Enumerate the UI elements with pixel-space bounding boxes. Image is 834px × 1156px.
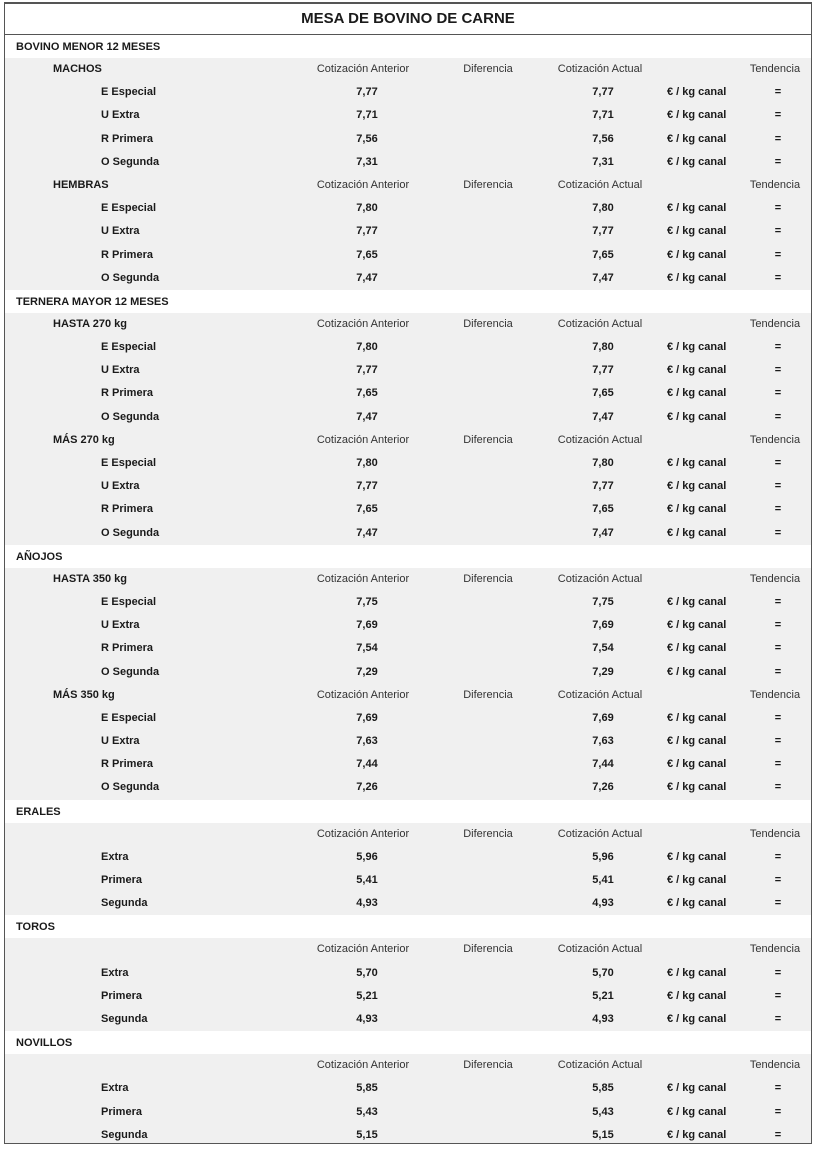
- trend-indicator: =: [774, 225, 782, 238]
- trend-indicator: =: [774, 850, 782, 863]
- column-header-anterior: Cotización Anterior: [316, 178, 410, 191]
- price-unit: € / kg canal: [667, 711, 727, 724]
- column-header-anterior: Cotización Anterior: [316, 317, 410, 330]
- price-actual: 7,77: [592, 364, 614, 377]
- price-unit: € / kg canal: [667, 850, 727, 863]
- price-actual: 7,29: [592, 665, 614, 678]
- grade-label: R Primera: [101, 503, 153, 516]
- table-row: [5, 267, 811, 290]
- grade-label: Primera: [101, 989, 142, 1002]
- column-header-anterior: Cotización Anterior: [316, 63, 410, 75]
- column-header-tendencia: Tendencia: [749, 688, 801, 701]
- trend-indicator: =: [774, 897, 782, 910]
- column-header-actual: Cotización Actual: [557, 317, 643, 330]
- price-anterior: 7,80: [356, 457, 378, 469]
- grade-label: U Extra: [101, 735, 140, 748]
- price-unit: € / kg canal: [667, 480, 727, 493]
- price-unit: € / kg canal: [667, 132, 727, 145]
- price-actual: 5,70: [592, 966, 614, 979]
- table-row: [5, 846, 811, 869]
- grade-label: E Especial: [101, 202, 157, 215]
- column-header-diferencia: Diferencia: [463, 178, 513, 191]
- price-anterior: 7,75: [356, 595, 378, 608]
- grade-label: Primera: [101, 874, 142, 886]
- grade-label: U Extra: [101, 109, 140, 122]
- table-row: [5, 591, 811, 614]
- price-actual: 4,93: [592, 897, 614, 910]
- price-unit: € / kg canal: [667, 503, 727, 516]
- trend-indicator: =: [774, 410, 782, 423]
- group-name: HASTA 350 kg: [53, 572, 127, 585]
- column-header-tendencia: Tendencia: [749, 317, 801, 330]
- trend-indicator: =: [774, 387, 782, 400]
- column-header-actual: Cotización Actual: [557, 433, 643, 446]
- table-row: [5, 244, 811, 267]
- column-header-tendencia: Tendencia: [749, 433, 801, 446]
- price-unit: € / kg canal: [667, 225, 727, 238]
- group-header-row: [5, 684, 811, 707]
- table-row: [5, 614, 811, 637]
- price-anterior: 7,69: [356, 619, 378, 632]
- price-unit: € / kg canal: [667, 109, 727, 122]
- trend-indicator: =: [774, 364, 782, 377]
- grade-label: U Extra: [101, 619, 140, 632]
- price-anterior: 7,65: [356, 387, 378, 400]
- price-anterior: 7,77: [356, 364, 378, 377]
- table-row: [5, 869, 811, 892]
- price-table: [4, 2, 812, 1144]
- group-name: MÁS 270 kg: [53, 433, 115, 446]
- group-header-row: [5, 568, 811, 591]
- column-header-tendencia: Tendencia: [749, 943, 801, 956]
- table-row: [5, 452, 811, 475]
- group-name: MACHOS: [53, 63, 102, 75]
- trend-indicator: =: [774, 109, 782, 122]
- price-anterior: 7,54: [356, 642, 378, 655]
- price-anterior: 4,93: [356, 897, 378, 910]
- price-anterior: 7,26: [356, 781, 378, 794]
- table-row: [5, 661, 811, 684]
- column-header-anterior: Cotización Anterior: [316, 943, 410, 956]
- column-header-diferencia: Diferencia: [463, 827, 513, 840]
- trend-indicator: =: [774, 132, 782, 145]
- trend-indicator: =: [774, 86, 782, 99]
- price-actual: 7,54: [592, 642, 614, 655]
- table-row: [5, 104, 811, 127]
- trend-indicator: =: [774, 1012, 782, 1025]
- grade-label: Extra: [101, 850, 129, 863]
- group-header-row: [5, 938, 811, 961]
- section-title: BOVINO MENOR 12 MESES: [5, 35, 811, 58]
- price-unit: € / kg canal: [667, 758, 727, 771]
- trend-indicator: =: [774, 480, 782, 493]
- table-row: [5, 637, 811, 660]
- column-header-diferencia: Diferencia: [463, 572, 513, 585]
- price-actual: 7,77: [592, 225, 614, 238]
- price-actual: 7,56: [592, 132, 614, 145]
- trend-indicator: =: [774, 1082, 782, 1095]
- trend-indicator: =: [774, 526, 782, 539]
- grade-label: R Primera: [101, 642, 153, 655]
- trend-indicator: =: [774, 642, 782, 655]
- section-title: TERNERA MAYOR 12 MESES: [5, 290, 811, 313]
- price-actual: 7,69: [592, 711, 614, 724]
- price-unit: € / kg canal: [667, 642, 727, 655]
- price-actual: 5,85: [592, 1082, 614, 1095]
- table-row: [5, 498, 811, 521]
- price-unit: € / kg canal: [667, 526, 727, 539]
- column-header-tendencia: Tendencia: [749, 572, 801, 585]
- column-header-diferencia: Diferencia: [463, 63, 513, 75]
- price-actual: 7,65: [592, 387, 614, 400]
- column-header-tendencia: Tendencia: [749, 1059, 801, 1072]
- group-header-row: [5, 174, 811, 197]
- price-actual: 7,75: [592, 595, 614, 608]
- grade-label: R Primera: [101, 132, 153, 145]
- trend-indicator: =: [774, 966, 782, 979]
- grade-label: E Especial: [101, 341, 157, 354]
- grade-label: R Primera: [101, 758, 153, 771]
- column-header-anterior: Cotización Anterior: [316, 572, 410, 585]
- price-anterior: 5,21: [356, 989, 378, 1002]
- column-header-actual: Cotización Actual: [557, 1059, 643, 1072]
- price-anterior: 7,56: [356, 132, 378, 145]
- trend-indicator: =: [774, 202, 782, 215]
- column-header-tendencia: Tendencia: [749, 63, 801, 75]
- page-title: MESA DE BOVINO DE CARNE: [5, 4, 811, 35]
- price-anterior: 7,65: [356, 248, 378, 261]
- table-row: [5, 81, 811, 104]
- price-unit: € / kg canal: [667, 410, 727, 423]
- price-anterior: 7,47: [356, 271, 378, 284]
- price-anterior: 7,63: [356, 735, 378, 748]
- price-anterior: 7,47: [356, 526, 378, 539]
- grade-label: O Segunda: [101, 155, 160, 168]
- trend-indicator: =: [774, 248, 782, 261]
- grade-label: O Segunda: [101, 781, 160, 794]
- price-unit: € / kg canal: [667, 155, 727, 168]
- table-row: [5, 220, 811, 243]
- price-unit: € / kg canal: [667, 457, 727, 469]
- price-actual: 7,31: [592, 155, 614, 168]
- price-anterior: 7,77: [356, 86, 378, 99]
- grade-label: O Segunda: [101, 271, 160, 284]
- table-row: [5, 406, 811, 429]
- table-row: [5, 962, 811, 985]
- trend-indicator: =: [774, 989, 782, 1002]
- group-header-row: [5, 313, 811, 336]
- trend-indicator: =: [774, 874, 782, 886]
- grade-label: E Especial: [101, 711, 157, 724]
- trend-indicator: =: [774, 271, 782, 284]
- column-header-actual: Cotización Actual: [557, 178, 643, 191]
- trend-indicator: =: [774, 341, 782, 354]
- price-anterior: 5,85: [356, 1082, 378, 1095]
- table-row: [5, 197, 811, 220]
- price-unit: € / kg canal: [667, 595, 727, 608]
- table-row: [5, 128, 811, 151]
- price-unit: € / kg canal: [667, 619, 727, 632]
- table-row: [5, 707, 811, 730]
- table-row: [5, 1124, 811, 1147]
- column-header-actual: Cotización Actual: [557, 572, 643, 585]
- price-unit: € / kg canal: [667, 665, 727, 678]
- price-anterior: 7,29: [356, 665, 378, 678]
- section-title: AÑOJOS: [5, 545, 811, 568]
- price-unit: € / kg canal: [667, 735, 727, 748]
- price-actual: 5,41: [592, 874, 614, 886]
- group-header-row: [5, 1054, 811, 1077]
- column-header-tendencia: Tendencia: [749, 178, 801, 191]
- column-header-anterior: Cotización Anterior: [316, 433, 410, 446]
- table-body: [5, 35, 811, 1147]
- price-anterior: 5,41: [356, 874, 378, 886]
- price-actual: 5,21: [592, 989, 614, 1002]
- grade-label: E Especial: [101, 457, 157, 469]
- table-row: [5, 1008, 811, 1031]
- price-unit: € / kg canal: [667, 341, 727, 354]
- price-unit: € / kg canal: [667, 1082, 727, 1095]
- price-actual: 7,71: [592, 109, 614, 122]
- column-header-diferencia: Diferencia: [463, 688, 513, 701]
- price-anterior: 5,70: [356, 966, 378, 979]
- grade-label: Segunda: [101, 1012, 148, 1025]
- grade-label: Segunda: [101, 897, 148, 910]
- trend-indicator: =: [774, 595, 782, 608]
- price-anterior: 7,77: [356, 225, 378, 238]
- grade-label: Extra: [101, 966, 129, 979]
- price-anterior: 5,43: [356, 1105, 378, 1118]
- price-actual: 7,26: [592, 781, 614, 794]
- grade-label: U Extra: [101, 364, 140, 377]
- table-row: [5, 336, 811, 359]
- grade-label: U Extra: [101, 480, 140, 493]
- group-header-row: [5, 58, 811, 81]
- column-header-diferencia: Diferencia: [463, 433, 513, 446]
- grade-label: Segunda: [101, 1128, 148, 1141]
- grade-label: O Segunda: [101, 665, 160, 678]
- trend-indicator: =: [774, 711, 782, 724]
- column-header-actual: Cotización Actual: [557, 943, 643, 956]
- table-row: [5, 1077, 811, 1100]
- table-row: [5, 730, 811, 753]
- price-unit: € / kg canal: [667, 966, 727, 979]
- price-actual: 7,47: [592, 410, 614, 423]
- price-unit: € / kg canal: [667, 387, 727, 400]
- group-header-row: [5, 823, 811, 846]
- price-actual: 7,77: [592, 480, 614, 493]
- price-anterior: 4,93: [356, 1012, 378, 1025]
- price-actual: 7,65: [592, 503, 614, 516]
- price-anterior: 7,69: [356, 711, 378, 724]
- table-row: [5, 475, 811, 498]
- column-header-anterior: Cotización Anterior: [316, 688, 410, 701]
- table-row: [5, 382, 811, 405]
- column-header-diferencia: Diferencia: [463, 943, 513, 956]
- column-header-actual: Cotización Actual: [557, 688, 643, 701]
- price-actual: 7,63: [592, 735, 614, 748]
- trend-indicator: =: [774, 619, 782, 632]
- column-header-actual: Cotización Actual: [557, 827, 643, 840]
- column-header-actual: Cotización Actual: [557, 63, 643, 75]
- price-actual: 7,80: [592, 457, 614, 469]
- price-actual: 7,47: [592, 526, 614, 539]
- grade-label: E Especial: [101, 595, 157, 608]
- table-row: [5, 892, 811, 915]
- price-unit: € / kg canal: [667, 989, 727, 1002]
- price-anterior: 5,15: [356, 1128, 378, 1141]
- grade-label: R Primera: [101, 248, 153, 261]
- table-row: [5, 1101, 811, 1124]
- table-row: [5, 753, 811, 776]
- price-unit: € / kg canal: [667, 874, 727, 886]
- column-header-diferencia: Diferencia: [463, 317, 513, 330]
- price-anterior: 7,77: [356, 480, 378, 493]
- price-actual: 5,43: [592, 1105, 614, 1118]
- price-actual: 7,69: [592, 619, 614, 632]
- price-anterior: 7,44: [356, 758, 378, 771]
- trend-indicator: =: [774, 457, 782, 469]
- column-header-anterior: Cotización Anterior: [316, 827, 410, 840]
- price-unit: € / kg canal: [667, 897, 727, 910]
- price-actual: 4,93: [592, 1012, 614, 1025]
- table-row: [5, 522, 811, 545]
- price-actual: 5,15: [592, 1128, 614, 1141]
- group-header-row: [5, 429, 811, 452]
- price-anterior: 7,47: [356, 410, 378, 423]
- column-header-tendencia: Tendencia: [749, 827, 801, 840]
- price-unit: € / kg canal: [667, 1012, 727, 1025]
- table-row: [5, 151, 811, 174]
- price-unit: € / kg canal: [667, 364, 727, 377]
- grade-label: O Segunda: [101, 526, 160, 539]
- grade-label: R Primera: [101, 387, 153, 400]
- price-actual: 7,77: [592, 86, 614, 99]
- column-header-anterior: Cotización Anterior: [316, 1059, 410, 1072]
- group-name: HEMBRAS: [53, 178, 109, 191]
- grade-label: U Extra: [101, 225, 140, 238]
- price-anterior: 7,71: [356, 109, 378, 122]
- price-anterior: 5,96: [356, 850, 378, 863]
- group-name: MÁS 350 kg: [53, 688, 115, 701]
- table-row: [5, 985, 811, 1008]
- table-row: [5, 776, 811, 799]
- price-anterior: 7,80: [356, 341, 378, 354]
- trend-indicator: =: [774, 1105, 782, 1118]
- price-actual: 7,44: [592, 758, 614, 771]
- grade-label: Extra: [101, 1082, 129, 1095]
- price-anterior: 7,65: [356, 503, 378, 516]
- column-header-diferencia: Diferencia: [463, 1059, 513, 1072]
- trend-indicator: =: [774, 781, 782, 794]
- price-anterior: 7,31: [356, 155, 378, 168]
- price-unit: € / kg canal: [667, 1128, 727, 1141]
- section-title: NOVILLOS: [5, 1031, 811, 1054]
- table-row: [5, 359, 811, 382]
- price-anterior: 7,80: [356, 202, 378, 215]
- trend-indicator: =: [774, 735, 782, 748]
- section-title: TOROS: [5, 915, 811, 938]
- price-actual: 5,96: [592, 850, 614, 863]
- trend-indicator: =: [774, 503, 782, 516]
- price-actual: 7,47: [592, 271, 614, 284]
- price-unit: € / kg canal: [667, 271, 727, 284]
- price-unit: € / kg canal: [667, 781, 727, 794]
- price-actual: 7,65: [592, 248, 614, 261]
- grade-label: Primera: [101, 1105, 142, 1118]
- price-unit: € / kg canal: [667, 86, 727, 99]
- group-name: HASTA 270 kg: [53, 317, 127, 330]
- trend-indicator: =: [774, 155, 782, 168]
- price-unit: € / kg canal: [667, 248, 727, 261]
- price-unit: € / kg canal: [667, 202, 727, 215]
- price-actual: 7,80: [592, 341, 614, 354]
- section-title: ERALES: [5, 800, 811, 823]
- grade-label: O Segunda: [101, 410, 160, 423]
- trend-indicator: =: [774, 1128, 782, 1141]
- trend-indicator: =: [774, 665, 782, 678]
- grade-label: E Especial: [101, 86, 157, 99]
- price-actual: 7,80: [592, 202, 614, 215]
- price-unit: € / kg canal: [667, 1105, 727, 1118]
- trend-indicator: =: [774, 758, 782, 771]
